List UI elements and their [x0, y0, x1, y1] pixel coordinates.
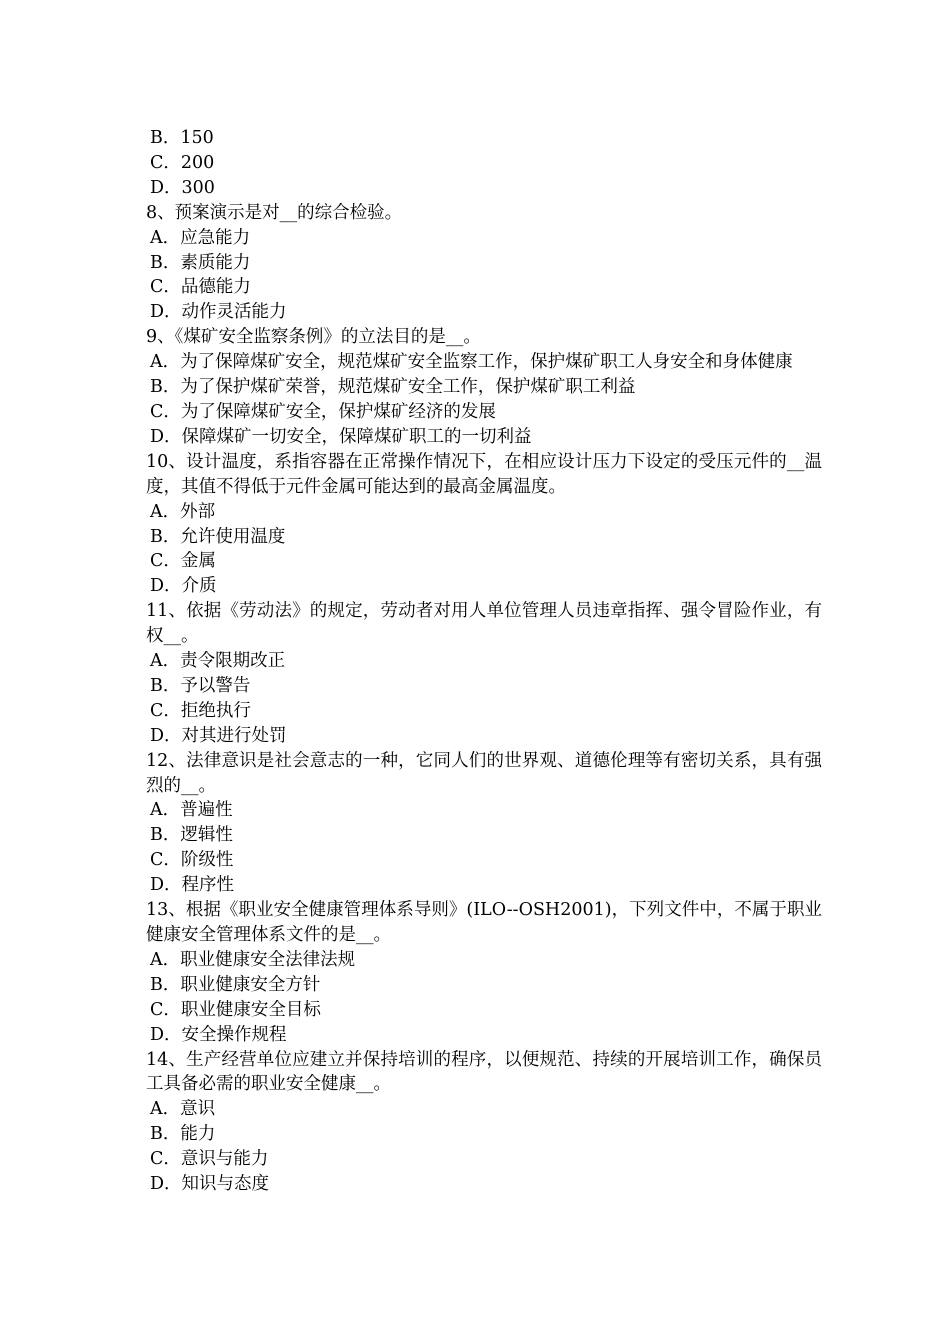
option: C．为了保障煤矿安全，保护煤矿经济的发展: [150, 401, 496, 422]
option: C．金属: [150, 551, 216, 572]
option: D．对其进行处罚: [150, 725, 287, 746]
question-14: [146, 1048, 822, 1197]
option: A．外部: [150, 501, 216, 522]
option: C．职业健康安全目标: [150, 999, 321, 1020]
question-stem: 14、生产经营单位应建立并保持培训的程序，以便规范、持续的开展培训工作，确保员工具备必需的职业安全健康__。: [146, 1049, 822, 1095]
question-11: [146, 599, 822, 748]
option: C．200: [150, 152, 215, 173]
option: D．动作灵活能力: [150, 302, 287, 323]
question-stem: 9、《煤矿安全监察条例》的立法目的是__。: [146, 327, 481, 348]
option: A．责令限期改正: [150, 651, 286, 672]
question-stem: 11、依据《劳动法》的规定，劳动者对用人单位管理人员违章指挥、强令冒险作业，有权__。: [146, 601, 822, 647]
option: C．意识与能力: [150, 1149, 269, 1170]
option: B．允许使用温度: [150, 526, 286, 547]
question-stem: 12、法律意识是社会意志的一种，它同人们的世界观、道德伦理等有密切关系，具有强烈的__。: [146, 750, 822, 796]
option: B．150: [150, 128, 214, 148]
question-9: [146, 325, 822, 450]
question-8: [146, 201, 822, 326]
option: B．为了保护煤矿荣誉，规范煤矿安全工作，保护煤矿职工利益: [150, 377, 636, 398]
option: A．意识: [150, 1099, 216, 1120]
question-10: [146, 450, 822, 599]
carryover-options: [146, 126, 822, 201]
option: C．拒绝执行: [150, 700, 251, 721]
option: B．予以警告: [150, 675, 251, 696]
option: D．保障煤矿一切安全，保障煤矿职工的一切利益: [150, 426, 532, 447]
document-page: [146, 126, 822, 1197]
option: D．300: [150, 177, 215, 198]
option: A．职业健康安全法律法规: [150, 949, 356, 970]
option: C．品德能力: [150, 277, 251, 298]
option: D．介质: [150, 576, 217, 597]
option: A．为了保障煤矿安全，规范煤矿安全监察工作，保护煤矿职工人身安全和身体健康: [150, 352, 793, 373]
option: B．逻辑性: [150, 825, 233, 846]
option: B．职业健康安全方针: [150, 974, 321, 995]
option: B．素质能力: [150, 252, 251, 273]
option: D．安全操作规程: [150, 1024, 287, 1045]
question-stem: 10、设计温度，系指容器在正常操作情况下，在相应设计压力下设定的受压元件的__温度，其值不得低于元件金属可能达到的最高金属温度。: [146, 451, 822, 497]
option: A．应急能力: [150, 227, 251, 248]
option: A．普遍性: [150, 800, 233, 821]
question-stem: 13、根据《职业安全健康管理体系导则》(ILO--OSH2001)，下列文件中，不属于职业健康安全管理体系文件的是__。: [146, 900, 822, 945]
question-12: [146, 749, 822, 898]
option: C．阶级性: [150, 850, 234, 871]
question-13: [146, 898, 822, 1047]
question-stem: 8、预案演示是对__的综合检验。: [146, 202, 403, 223]
option: D．程序性: [150, 875, 235, 896]
option: D．知识与态度: [150, 1174, 270, 1195]
option: B．能力: [150, 1124, 216, 1145]
